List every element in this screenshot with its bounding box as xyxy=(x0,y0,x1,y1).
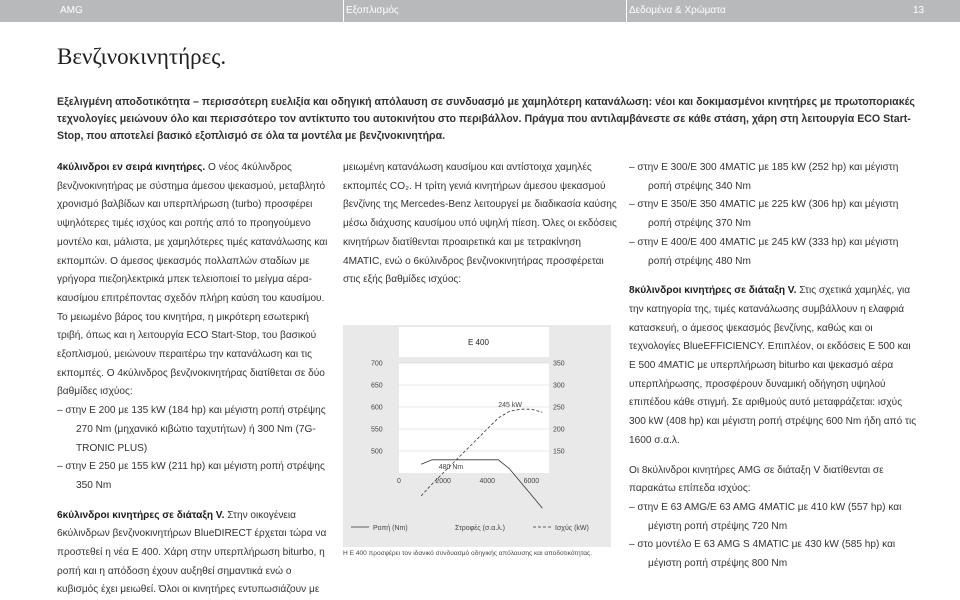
power-peak-label: 245 kW xyxy=(498,402,522,410)
x-tick-label: 0 xyxy=(397,478,401,485)
plot-area xyxy=(399,363,549,473)
y-right-tick-label: 250 xyxy=(553,404,565,412)
legend-torque: Ροπή (Nm) xyxy=(373,525,408,532)
tab-equipment[interactable]: Εξοπλισμός xyxy=(346,5,399,16)
list-item: – στην E 63 AMG/E 63 AMG 4MATIC με 410 kW (557 hp) και μέγιστη ροπή στρέψης 720 Nm xyxy=(629,501,902,532)
y-left-tick-label: 700 xyxy=(371,360,383,368)
y-right-tick-label: 200 xyxy=(553,426,565,434)
y-right-tick-label: 150 xyxy=(553,448,565,456)
section-6cyl xyxy=(57,507,333,600)
section-amg: Οι 8κύλινδροι κινητήρες AMG σε διάταξη V διατίθενται σε παρακάτω επίπεδα ισχύος: xyxy=(629,464,884,495)
section-4cyl xyxy=(57,159,333,402)
section-8cyl xyxy=(629,282,919,450)
section-heading: 8κύλινδροι κινητήρες σε διάταξη V. xyxy=(629,285,797,297)
intro-paragraph: Εξελιγμένη αποδοτικότητα – περισσότερη ευελιξία και οδηγική απόλαυση σε συνδυασμό με χαμηλότερη κατανάλωση: νέοι και δοκιμασμένοι κινητήρες με πρωτοποριακές τεχνολογίες μειώνουν όλο και περισσότερο τον αντίκτυπο του αυτοκινήτου στο περιβάλλον. Πράγμα που αντιλαμβάνεστε σε κάθε στάση, χάρη στη λειτουργία ECO Start-Stop, που αποτελεί βασικό εξοπλισμό σε όλα τα μοντέλα με βενζινοκινητήρα. xyxy=(57,96,915,142)
section-text: Στην οικογένεια 6κύλινδρων βενζινοκινητήρων BlueDIRECT έρχεται τώρα να προστεθεί η νέα E 400. Χάρη στην υπερπλήρωση biturbo, η ροπή και η απόδοση έχουν αυξηθεί σημαντικά ενώ ο κυβισμός έχει μειωθεί. Όλοι οι κινητήρες εντυπωσιάζουν με xyxy=(57,509,327,596)
list-item: – στην E 200 με 135 kW (184 hp) και μέγιστη ροπή στρέψης 270 Nm (μηχανικό κιβώτιο ταχυτήτων) ή 300 Nm (7G-TRONIC PLUS) xyxy=(57,405,326,454)
y-right-tick-label: 300 xyxy=(553,382,565,390)
y-right-tick-label: 350 xyxy=(553,360,565,368)
top-navigation-bar xyxy=(0,0,960,22)
x-tick-label: 4000 xyxy=(479,478,496,485)
section-text: Στις σχετικά χαμηλές, για την κατηγορία της, τιμές κατανάλωσης συμβάλλουν η ελαφριά κατασκευή, ο άμεσος ψεκασμός βενζίνης, καθώς και οι τεχνολογίες BlueEFFICIENCY. Επιπλέον, οι εκδόσεις E 500 και E 500 4MATIC με υπερπλήρωση biturbo και ψεκασμό αέρα υπερπλήρωσης, προσφέρουν δυναμική οδήγηση υψηλού επιπέδου κάθε στιγμή. Σε αριθμούς αυτό μεταφράζεται: ισχύς 300 kW (408 hp) και μέγιστη ροπή στρέψης 600 Nm ήδη από τις 1600 σ.α.λ. xyxy=(629,285,917,446)
y-left-tick-label: 500 xyxy=(371,448,383,456)
y-left-tick-label: 600 xyxy=(371,404,383,412)
list-item: – στην E 400/E 400 4MATIC με 245 kW (333 hp) και μέγιστη ροπή στρέψης 480 Nm xyxy=(629,236,899,267)
section-text: Ο νέος 4κύλινδρος βενζινοκινητήρας με σύστημα άμεσου ψεκασμού, μεταβλητό χρονισμό βαλβίδων και υπερπλήρωση (turbo) προσφέρει υψηλότερες τιμές ισχύος και ροπής από το προηγούμενο μοντέλο και, μάλιστα, με χαμηλότερες τιμές κατανάλωσης και εκπομπών. Ο άμεσος ψεκασμός πολλαπλών σταδίων με γρήγορα πιεζοηλεκτρικά μπεκ τελειοποιεί το μείγμα αέρα-καυσίμου επιτρέποντας σχεδόν πλήρη καύση του καυσίμου. Το μειωμένο βάρος του κινητήρα, η μικρότερη εσωτερική τριβή, όπως και η λειτουργία ECO Start-Stop, του βασικού εξοπλισμού, μειώνουν περαιτέρω την κατανάλωση και τις εκπομπές. Ο 4κύλινδρος βενζινοκινητήρας διατίθεται σε δύο βαθμίδες ισχύος: xyxy=(57,162,328,398)
list-item: – στο μοντέλο E 63 AMG S 4MATIC με 430 kW (585 hp) και μέγιστη ροπή στρέψης 800 Nm xyxy=(629,539,896,570)
chart-title: E 400 xyxy=(468,338,489,347)
list-item: – στην E 300/E 300 4MATIC με 185 kW (252 hp) και μέγιστη ροπή στρέψης 340 Nm xyxy=(629,162,899,192)
column-3 xyxy=(629,159,919,574)
section-heading: 6κύλινδροι κινητήρες σε διάταξη V. xyxy=(57,509,225,521)
power-torque-chart xyxy=(343,325,611,547)
page-number: 13 xyxy=(913,5,925,16)
x-axis-label: Στροφές (σ.α.λ.) xyxy=(455,525,505,532)
tab-divider xyxy=(626,0,627,22)
tab-divider xyxy=(343,0,344,22)
x-tick-label: 2000 xyxy=(435,478,451,485)
column-1 xyxy=(57,159,333,600)
legend-power: Ισχύς (kW) xyxy=(555,525,589,532)
chart-caption: Η E 400 προσφέρει τον ιδανικό συνδυασμό οδηγικής απόλαυσης και αποδοτικότητας. xyxy=(343,550,593,557)
section-text: μειωμένη κατανάλωση καυσίμου και αντίστοιχα χαμηλές εκπομπές CO₂. Η τρίτη γενιά κινητήρων άμεσου ψεκασμού βενζίνης της Mercedes-Benz λειτουργεί με διαδικασία καύσης μέσω διάχυσης καυσίμου υπό υψηλή πίεση. Όλες οι εκδόσεις κινητήρων διατίθενται προαιρετικά και με τετρακίνηση 4MATIC, ενώ ο 6κύλινδρος βενζινοκινητήρας προσφέρεται στις εξής βαθμίδες ισχύος: xyxy=(343,162,617,286)
tab-data-colors[interactable]: Δεδομένα & Χρώματα xyxy=(629,5,726,16)
y-left-tick-label: 650 xyxy=(371,382,383,390)
list-item: – στην E 250 με 155 kW (211 hp) και μέγιστη ροπή στρέψης 350 Nm xyxy=(57,461,325,491)
column-2 xyxy=(343,159,619,290)
x-tick-label: 6000 xyxy=(523,478,540,485)
page-title: Βενζινοκινητήρες. xyxy=(57,44,227,69)
list-item: – στην E 350/E 350 4MATIC με 225 kW (306 hp) και μέγιστη ροπή στρέψης 370 Nm xyxy=(629,199,899,230)
y-left-tick-label: 550 xyxy=(371,426,383,434)
torque-peak-label: 480 Nm xyxy=(438,463,464,471)
tab-amg[interactable]: AMG xyxy=(60,5,83,16)
section-heading: 4κύλινδροι εν σειρά κινητήρες. xyxy=(57,162,206,173)
